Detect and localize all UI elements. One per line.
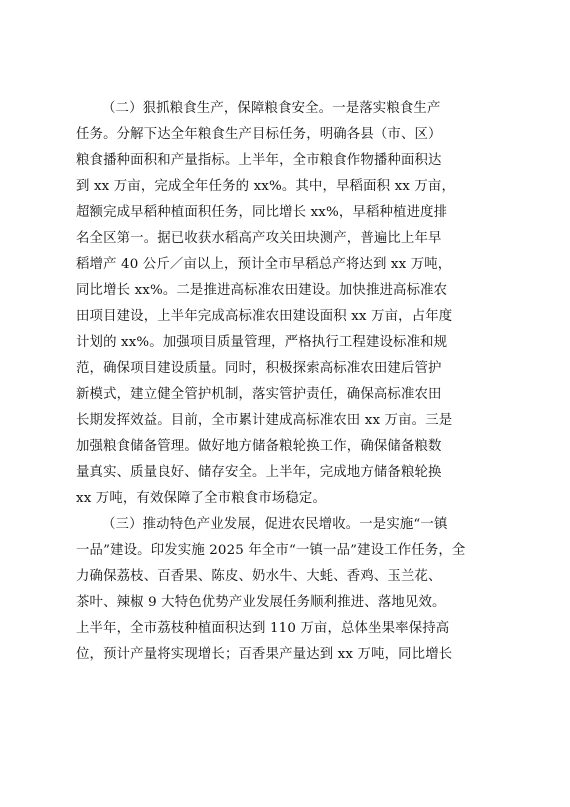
paragraph-line: 粮食播种面积和产量指标。上半年，全市粮食作物播种面积达 bbox=[76, 153, 442, 168]
paragraph-line: 量真实、质量良好、储存安全。上半年，完成地方储备粮轮换 bbox=[76, 465, 442, 480]
paragraph-line: （三）推动特色产业发展，促进农民增收。一是实施“一镇 bbox=[102, 517, 448, 532]
paragraph-line: 任务。分解下达全年粮食生产目标任务，明确各县（市、区） bbox=[76, 127, 442, 142]
paragraph-line: 新模式，建立健全管护机制，落实管护责任，确保高标准农田 bbox=[76, 387, 442, 402]
paragraph-line: 茶叶、辣椒 9 大特色优势产业发展任务顺利推进、落地见效。 bbox=[76, 595, 446, 610]
paragraph-line: 长期发挥效益。目前，全市累计建成高标准农田 xx 万亩。三是 bbox=[76, 413, 453, 428]
paragraph-line: 范，确保项目建设质量。同时，积极探索高标准农田建后管护 bbox=[76, 361, 442, 376]
paragraph-line: 同比增长 xx%。二是推进高标准农田建设。加快推进高标准农 bbox=[76, 283, 448, 298]
paragraph-line: 位，预计产量将实现增长；百香果产量达到 xx 万吨，同比增长 bbox=[76, 647, 453, 662]
paragraph-line: 计划的 xx%。加强项目质量管理，严格执行工程建设标准和规 bbox=[76, 335, 448, 350]
paragraph-line: 力确保荔枝、百香果、陈皮、奶水牛、大蚝、香鸡、玉兰花、 bbox=[76, 569, 442, 584]
paragraph-line: 加强粮食储备管理。做好地方储备粮轮换工作，确保储备粮数 bbox=[76, 439, 442, 454]
paragraph-line: 超额完成早稻种植面积任务，同比增长 xx%，早稻种植进度排 bbox=[76, 205, 448, 220]
paragraph-line: 一品”建设。印发实施 2025 年全市“一镇一品”建设工作任务，全 bbox=[76, 543, 466, 558]
paragraph-line: 上半年，全市荔枝种植面积达到 110 万亩，总体坐果率保持高 bbox=[76, 621, 450, 636]
paragraph-line: 田项目建设，上半年完成高标准农田建设面积 xx 万亩，占年度 bbox=[76, 309, 453, 324]
paragraph-line: （二）狠抓粮食生产，保障粮食安全。一是落实粮食生产 bbox=[102, 101, 441, 116]
paragraph-line: 到 xx 万亩，完成全年任务的 xx%。其中，早稻面积 xx 万亩， bbox=[76, 179, 456, 194]
paragraph-line: xx 万吨，有效保障了全市粮食市场稳定。 bbox=[76, 491, 326, 506]
body-text bbox=[76, 96, 496, 668]
paragraph-line: 名全区第一。据已收获水稻高产攻关田块测产，普遍比上年早 bbox=[76, 231, 442, 246]
paragraph-line: 稻增产 40 公斤／亩以上，预计全市早稻总产将达到 xx 万吨， bbox=[76, 257, 452, 272]
